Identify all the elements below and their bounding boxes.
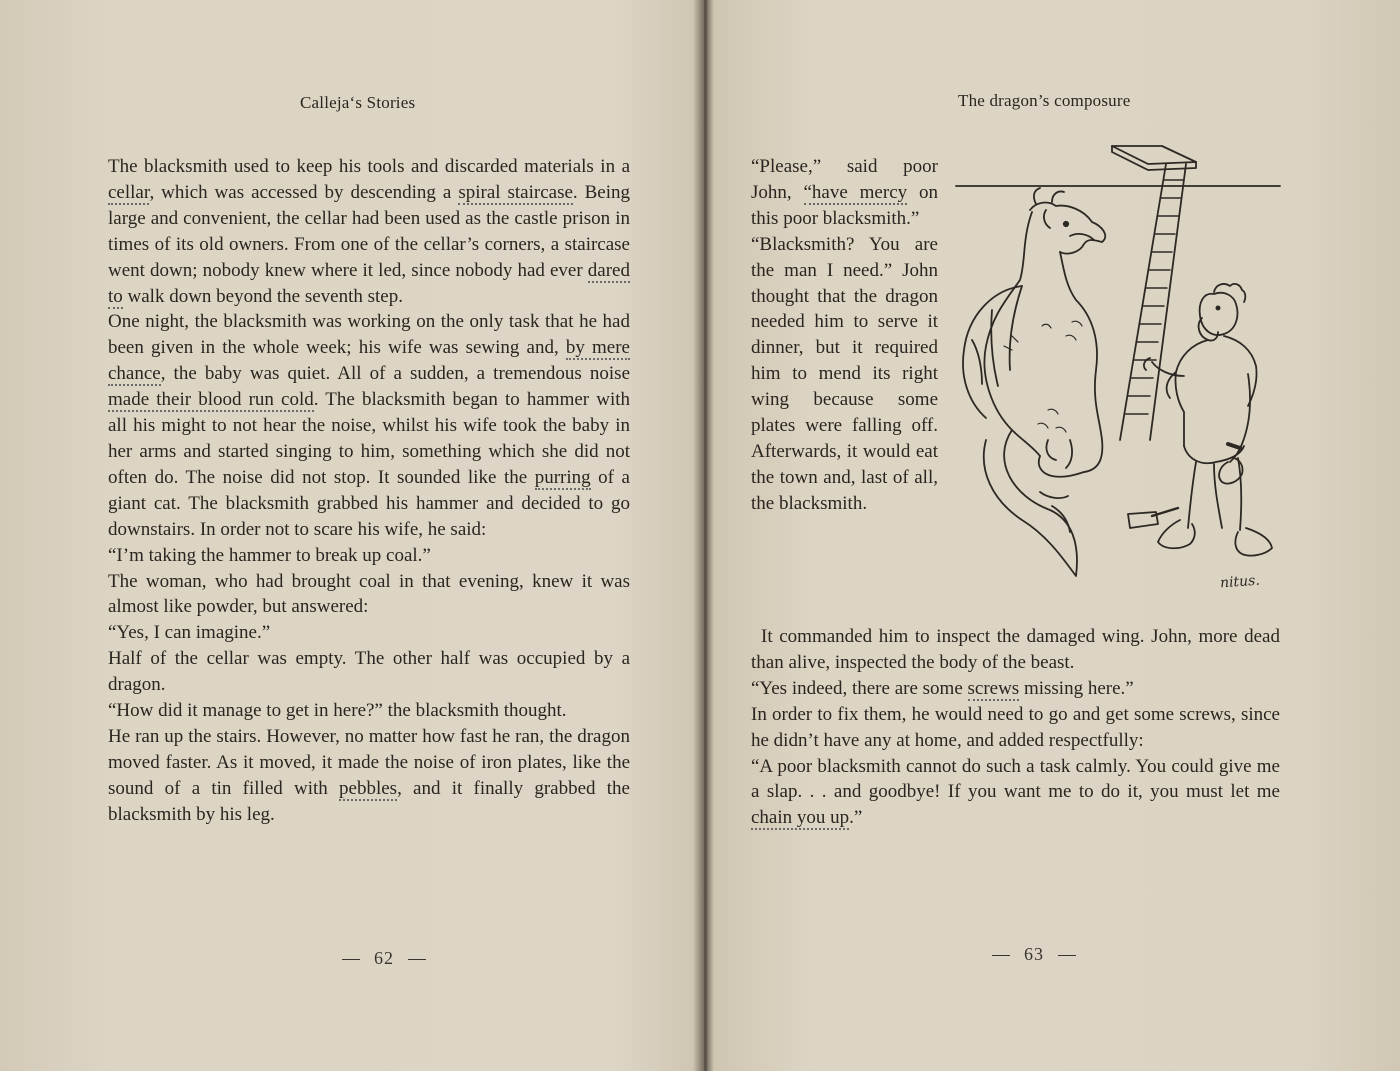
left-page-paragraph: “I’m taking the hammer to break up coal.”	[108, 544, 431, 566]
page-number-left-value: 62	[374, 948, 394, 968]
right-page-paragraph: “A poor blacksmith cannot do such a task calmly. You could give me a slap. . . and goodbye! If you want me to do it, you must let me chain you up.”	[751, 755, 1280, 829]
glossary-term: made their blood run cold	[108, 389, 314, 411]
left-page-paragraph: The woman, who had brought coal in that evening, knew it was almost like powder, but answered:	[108, 570, 630, 618]
page-number-right	[978, 944, 1090, 965]
glossary-term: purring	[534, 466, 591, 488]
right-page-column-paragraph: “Blacksmith? You are the man I need.” John thought that the dragon needed him to serve it dinner, but it required him to mend its right wing because some plates were falling off. Afterwards, it would eat the town and, last of all, the blacksmith.	[751, 233, 938, 514]
right-page-paragraph: “Yes indeed, there are some screws missing here.”	[751, 677, 1134, 699]
running-head-right: The dragon’s composure	[958, 91, 1131, 110]
right-page-paragraph: In order to fix them, he would need to go and get some screws, since he didn’t have any at home, and added respectfully:	[751, 703, 1280, 751]
page-number-right-value: 63	[1024, 944, 1044, 964]
glossary-term: by mere chance	[108, 337, 630, 385]
glossary-term: chain you up	[751, 807, 850, 829]
left-page-paragraph: One night, the blacksmith was working on the only task that he had been given in the whole week; his wife was sewing and, by mere chance, the baby was quiet. All of a sudden, a tremendous noise made their blood run cold. The blacksmith began to hammer with all his might to not hear the noise, whilst his wife took the baby in her arms and started singing to him, something which she did not often do. The noise did not stop. It sounded like the purring of a giant cat. The blacksmith grabbed his hammer and decided to go downstairs. In order not to scare his wife, he said:	[108, 311, 631, 540]
right-page-column-text	[751, 154, 938, 517]
page-number-left	[328, 948, 440, 969]
illustration-drawing	[952, 140, 1282, 610]
glossary-term: screws	[967, 677, 1020, 699]
right-page-text	[751, 624, 1280, 831]
running-head-left: Calleja‘s Stories	[300, 93, 416, 112]
glossary-term: “have mercy	[803, 181, 908, 203]
left-page-text	[108, 154, 630, 828]
left-page-paragraph: The blacksmith used to keep his tools and discarded materials in a cellar, which was accessed by descending a spiral staircase. Being large and convenient, the cellar had been used as the castle prison in times of its old owners. From one of the cellar’s corners, a staircase went down; nobody knew where it led, since nobody had ever dared to walk down beyond the seventh step.	[108, 156, 631, 307]
dragon-blacksmith-illustration	[952, 140, 1282, 610]
left-page-paragraph: “How did it manage to get in here?” the blacksmith thought.	[108, 700, 567, 722]
left-page-paragraph: He ran up the stairs. However, no matter how fast he ran, the dragon moved faster. As it moved, it made the noise of iron plates, like the sound of a tin filled with pebbles, and it finally grabbed the blacksmith by his leg.	[108, 725, 630, 825]
left-page-paragraph: Half of the cellar was empty. The other half was occupied by a dragon.	[108, 648, 630, 696]
glossary-term: spiral staircase	[458, 181, 573, 203]
glossary-term: pebbles	[339, 777, 398, 799]
right-page	[707, 0, 1400, 1071]
right-page-paragraph: It commanded him to inspect the damaged wing. John, more dead than alive, inspected the body of the beast.	[751, 626, 1280, 673]
glossary-term: cellar	[108, 181, 150, 203]
left-page-paragraph: “Yes, I can imagine.”	[108, 622, 271, 644]
right-page-column-paragraph: “Please,” said poor John, “have mercy on this poor blacksmith.”	[751, 156, 938, 229]
glossary-term: dared to	[108, 259, 630, 307]
illustration-signature: nitus.	[1219, 572, 1261, 592]
